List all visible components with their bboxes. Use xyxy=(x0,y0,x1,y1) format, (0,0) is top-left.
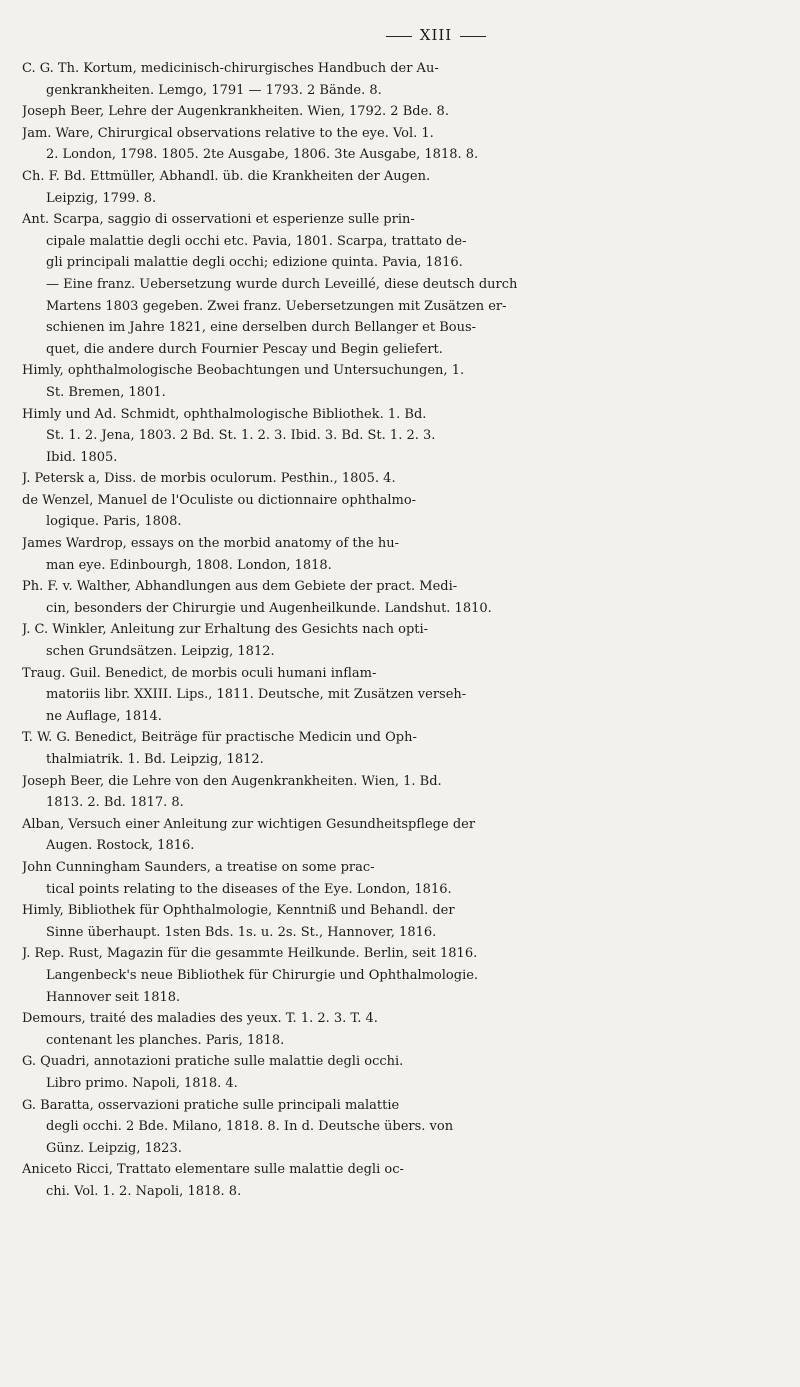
entry-line: Joseph Beer, die Lehre von den Augenkrankheiten. Wien, 1. Bd. xyxy=(22,773,442,789)
entry-line: Langenbeck's neue Bibliothek für Chirurgie und Ophthalmologie. xyxy=(46,967,479,983)
entry-line: degli occhi. 2 Bde. Milano, 1818. 8. In d. Deutsche übers. von xyxy=(46,1119,454,1135)
entry-line: 1813. 2. Bd. 1817. 8. xyxy=(46,795,184,811)
entry-line: Leipzig, 1799. 8. xyxy=(46,190,157,206)
bibliography-entry xyxy=(22,58,760,101)
entry-line: James Wardrop, essays on the morbid anatomy of the hu- xyxy=(22,536,399,552)
entry-line: cipale malattie degli occhi etc. Pavia, 1801. Scarpa, trattato de- xyxy=(46,233,467,249)
entry-line: T. W. G. Benedict, Beiträge für practische Medicin und Oph- xyxy=(22,730,417,746)
entry-line: Ch. F. Bd. Ettmüller, Abhandl. üb. die Krankheiten der Augen. xyxy=(22,168,431,184)
entry-line: chi. Vol. 1. 2. Napoli, 1818. 8. xyxy=(46,1183,242,1199)
entry-line: tical points relating to the diseases of the Eye. London, 1816. xyxy=(46,881,452,897)
right-dash xyxy=(460,36,486,37)
entry-line: Traug. Guil. Benedict, de morbis oculi humani inflam- xyxy=(22,665,377,681)
bibliography-entry xyxy=(22,166,760,209)
entry-line: logique. Paris, 1808. xyxy=(46,514,182,530)
entry-line: 2. London, 1798. 1805. 2te Ausgabe, 1806. 3te Ausgabe, 1818. 8. xyxy=(46,147,479,163)
entry-line: Hannover seit 1818. xyxy=(46,989,181,1005)
entry-line: Ph. F. v. Walther, Abhandlungen aus dem Gebiete der pract. Medi- xyxy=(22,579,458,595)
entry-line: J. Petersk a, Diss. de morbis oculorum. Pesthin., 1805. 4. xyxy=(22,471,396,487)
entry-line: Himly und Ad. Schmidt, ophthalmologische Bibliothek. 1. Bd. xyxy=(22,406,427,422)
entry-line: Günz. Leipzig, 1823. xyxy=(46,1140,182,1156)
entry-line: matoriis libr. XXIII. Lips., 1811. Deutsche, mit Zusätzen verseh- xyxy=(46,687,467,703)
entry-line: schen Grundsätzen. Leipzig, 1812. xyxy=(46,644,275,660)
bibliography-entry xyxy=(22,123,760,166)
bibliography-entry xyxy=(22,468,760,490)
bibliography-entry xyxy=(22,727,760,770)
entry-line: Joseph Beer, Lehre der Augenkrankheiten. Wien, 1792. 2 Bde. 8. xyxy=(22,104,449,120)
bibliography-entry xyxy=(22,1051,760,1094)
page-header xyxy=(22,0,760,44)
entry-line: J. C. Winkler, Anleitung zur Erhaltung des Gesichts nach opti- xyxy=(22,622,429,638)
entry-line: de Wenzel, Manuel de l'Oculiste ou dictionnaire ophthalmo- xyxy=(22,492,417,508)
bibliography-entry xyxy=(22,771,760,814)
entry-line: G. Quadri, annotazioni pratiche sulle malattie degli occhi. xyxy=(22,1054,404,1070)
bibliography-entry xyxy=(22,533,760,576)
entry-line: Jam. Ware, Chirurgical observations relative to the eye. Vol. 1. xyxy=(22,125,434,141)
entry-line: schienen im Jahre 1821, eine derselben durch Bellanger et Bous- xyxy=(46,320,477,336)
entry-line: Demours, traité des maladies des yeux. T. 1. 2. 3. T. 4. xyxy=(22,1011,378,1027)
entry-line: G. Baratta, osservazioni pratiche sulle principali malattie xyxy=(22,1097,400,1113)
bibliography-entry xyxy=(22,619,760,662)
bibliography-entry xyxy=(22,857,760,900)
entry-line: J. Rep. Rust, Magazin für die gesammte Heilkunde. Berlin, seit 1816. xyxy=(22,946,478,962)
bibliography-entry xyxy=(22,943,760,1008)
entry-line: ne Auflage, 1814. xyxy=(46,708,162,724)
entry-line: Ibid. 1805. xyxy=(46,449,118,465)
left-dash xyxy=(386,36,412,37)
bibliography-list xyxy=(22,58,760,1202)
bibliography-entry xyxy=(22,1008,760,1051)
entry-line: gli principali malattie degli occhi; edizione quinta. Pavia, 1816. xyxy=(46,255,463,271)
entry-line: John Cunningham Saunders, a treatise on some prac- xyxy=(22,859,375,875)
entry-line: St. 1. 2. Jena, 1803. 2 Bd. St. 1. 2. 3. Ibid. 3. Bd. St. 1. 2. 3. xyxy=(46,428,436,444)
bibliography-entry xyxy=(22,576,760,619)
entry-line: St. Bremen, 1801. xyxy=(46,384,166,400)
entry-line: Augen. Rostock, 1816. xyxy=(46,838,195,854)
entry-line: quet, die andere durch Fournier Pescay und Begin geliefert. xyxy=(46,341,443,357)
bibliography-entry xyxy=(22,1095,760,1160)
bibliography-entry xyxy=(22,663,760,728)
entry-line: thalmiatrik. 1. Bd. Leipzig, 1812. xyxy=(46,752,264,767)
entry-line: genkrankheiten. Lemgo, 1791 — 1793. 2 Bände. 8. xyxy=(46,82,382,98)
entry-line: Ant. Scarpa, saggio di osservationi et esperienze sulle prin- xyxy=(22,212,415,228)
page-number: XIII xyxy=(419,26,453,44)
entry-line: C. G. Th. Kortum, medicinisch-chirurgisches Handbuch der Au- xyxy=(22,61,439,76)
entry-line: Martens 1803 gegeben. Zwei franz. Uebersetzungen mit Zusätzen er- xyxy=(46,298,507,314)
bibliography-entry xyxy=(22,1159,760,1202)
entry-line: man eye. Edinbourgh, 1808. London, 1818. xyxy=(46,557,332,573)
bibliography-entry xyxy=(22,360,760,403)
entry-line: contenant les planches. Paris, 1818. xyxy=(46,1032,285,1048)
page-number-group xyxy=(378,26,494,44)
entry-line: Aniceto Ricci, Trattato elementare sulle malattie degli oc- xyxy=(22,1162,404,1178)
entry-line: cin, besonders der Chirurgie und Augenheilkunde. Landshut. 1810. xyxy=(46,600,492,616)
entry-line: Libro primo. Napoli, 1818. 4. xyxy=(46,1075,238,1091)
entry-line: Sinne überhaupt. 1sten Bds. 1s. u. 2s. St., Hannover, 1816. xyxy=(46,924,437,940)
entry-line: — Eine franz. Uebersetzung wurde durch Leveillé, diese deutsch durch xyxy=(46,276,518,292)
entry-line: Himly, ophthalmologische Beobachtungen und Untersuchungen, 1. xyxy=(22,363,465,379)
entry-line: Himly, Bibliothek für Ophthalmologie, Kenntniß und Behandl. der xyxy=(22,903,455,919)
bibliography-entry xyxy=(22,209,760,360)
bibliography-entry xyxy=(22,404,760,469)
bibliography-entry xyxy=(22,490,760,533)
bibliography-entry xyxy=(22,814,760,857)
bibliography-entry xyxy=(22,900,760,943)
entry-line: Alban, Versuch einer Anleitung zur wichtigen Gesundheitspflege der xyxy=(22,816,476,832)
bibliography-entry xyxy=(22,101,760,123)
